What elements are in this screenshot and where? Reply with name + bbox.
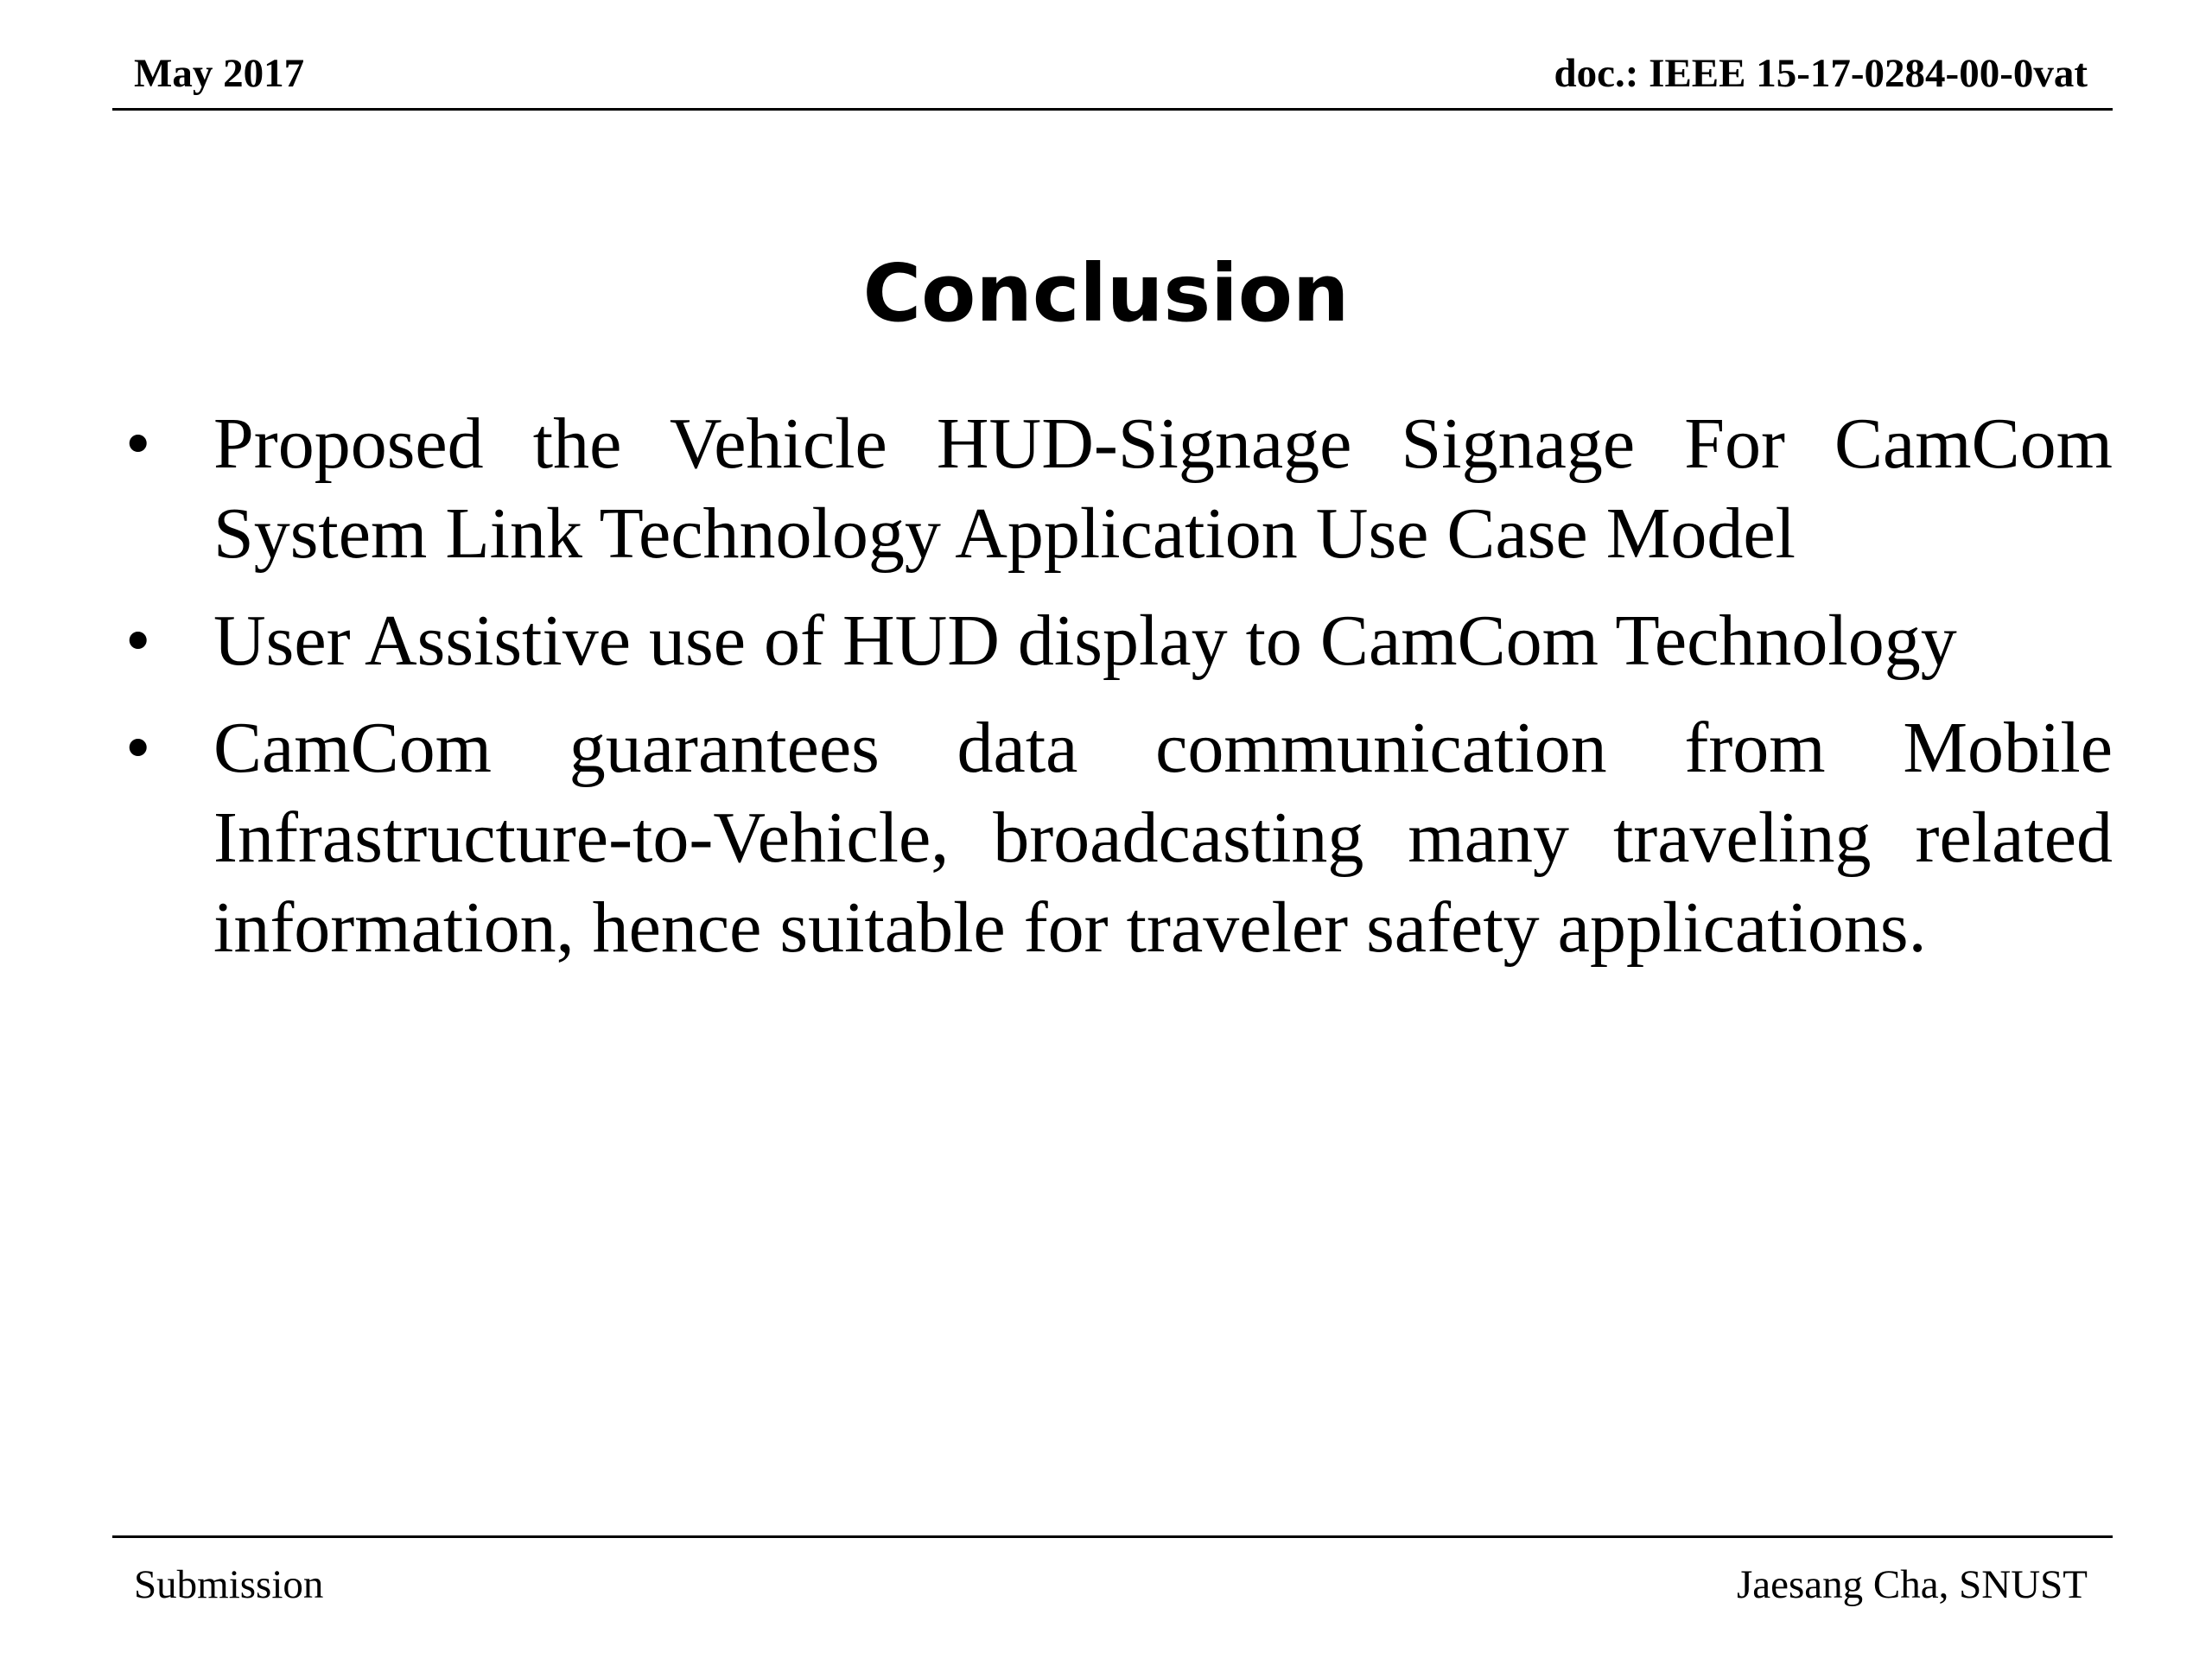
footer-divider (112, 1535, 2113, 1538)
bullet-item (125, 596, 2113, 686)
bullet-list (125, 399, 2113, 990)
bullet-marker: • (125, 601, 151, 681)
header-date: May 2017 (134, 51, 305, 96)
bullet-marker: • (125, 404, 151, 484)
bullet-text: Proposed the Vehicle HUD-Signage Signage For CamCom System Link Technology Application Use Case Model (213, 404, 2113, 574)
header-divider (112, 108, 2113, 111)
header-doc-id: doc.: IEEE 15-17-0284-00-0vat (1554, 51, 2088, 96)
footer-submission: Submission (134, 1562, 324, 1607)
bullet-text: User Assistive use of HUD display to CamCom Technology (213, 601, 1957, 681)
bullet-marker: • (125, 708, 151, 788)
bullet-item (125, 703, 2113, 973)
bullet-text: CamCom guarantees data communication from Mobile Infrastructure-to-Vehicle, broadcasting many traveling related information, hence suitable for traveler safety applications. (213, 708, 2113, 968)
slide-title: Conclusion (862, 247, 1350, 340)
bullet-item (125, 399, 2113, 579)
footer-author: Jaesang Cha, SNUST (1737, 1562, 2088, 1607)
